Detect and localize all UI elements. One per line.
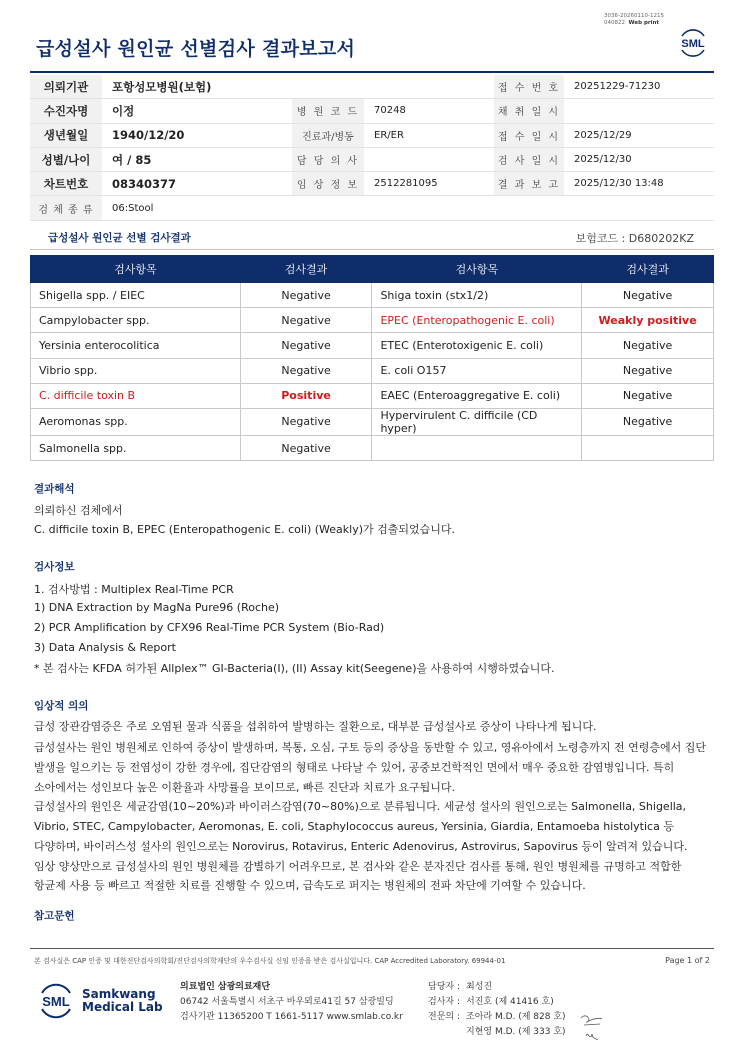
label-dob: 생년월일 <box>30 123 102 147</box>
insurance-code: 보험코드 : D680202KZ <box>575 232 694 245</box>
test-item: Yersinia enterocolitica <box>31 333 241 358</box>
clinical-line: 다양하며, 바이러스성 설사의 원인으로는 Norovirus, Rotavirus, Enteric Adenovirus, Astrovirus, Sapovirus 등이 알려져 있습니다. <box>34 840 688 853</box>
test-item: Vibrio spp. <box>31 358 241 383</box>
value-collected <box>564 99 714 123</box>
test-result: Negative <box>582 283 714 308</box>
sml-logo <box>676 26 710 60</box>
value-clinical: 2512281095 <box>364 172 494 196</box>
clinical-line: 임상 양상만으로 급성설사의 원인 병원체를 감별하기 어려우므로, 본 검사와 같은 분자진단 검사를 통해, 원인 병원체를 규명하고 적합한 <box>34 860 682 873</box>
staff-list <box>428 980 566 1040</box>
label-dept: 진료과/병동 <box>292 123 364 147</box>
test-info-line: 2) PCR Amplification by CFX96 Real-Time PCR System (Bio-Rad) <box>34 621 385 634</box>
label-receipt-no: 접 수 번 호 <box>494 75 564 99</box>
table-row <box>31 383 714 408</box>
clinical-line: 급성설사의 원인은 세균감염(10~20%)과 바이러스감염(70~80%)으로 분류됩니다. 세균성 설사의 원인으로는 Salmonella, Shigella, <box>34 800 687 813</box>
test-item: EAEC (Enteroaggregative E. coli) <box>372 383 582 408</box>
results-header-item-2: 검사항목 <box>372 256 582 283</box>
table-row <box>31 308 714 333</box>
test-item: Salmonella spp. <box>31 435 241 460</box>
test-result-positive: Positive <box>240 383 372 408</box>
interpretation-line: C. difficile toxin B, EPEC (Enteropathogenic E. coli) (Weakly)가 검출되었습니다. <box>34 523 456 536</box>
test-info-line: 1) DNA Extraction by MagNa Pure96 (Roche) <box>34 601 280 614</box>
organization-info <box>180 980 403 1025</box>
value-chart: 08340377 <box>102 172 292 196</box>
table-row <box>31 358 714 383</box>
accreditation-note: 본 검사실은 CAP 인증 및 대한진단검사의학회/진단검사의학재단의 우수검사실 신임 인증을 받은 검사실입니다. CAP Accredited Laboratory. 69944-01 <box>34 957 506 965</box>
staff-row: 검사자 : 서진호 (제 41416 호) <box>428 997 554 1007</box>
value-sex-age: 여 / 85 <box>102 147 292 171</box>
page-title: 급성설사 원인균 선별검사 결과보고서 <box>36 38 356 60</box>
interpretation-line: 의뢰하신 검체에서 <box>34 504 123 517</box>
signature-icon <box>578 1010 608 1046</box>
table-row <box>31 283 714 308</box>
clinical-line: 급성 장관감염증은 주로 오염된 물과 식품을 섭취하여 발병하는 질환으로, 대부분 급성설사로 증상이 나타나게 됩니다. <box>34 720 597 733</box>
results-header-result-1: 검사결과 <box>240 256 372 283</box>
test-result-weakly-positive: Weakly positive <box>582 308 714 333</box>
label-tested: 검 사 일 시 <box>494 147 564 171</box>
patient-info-table <box>30 75 714 221</box>
interpretation-title: 결과해석 <box>34 483 75 495</box>
label-specimen: 검 체 종 류 <box>30 196 102 220</box>
test-item: Campylobacter spp. <box>31 308 241 333</box>
table-row <box>31 333 714 358</box>
test-result: Negative <box>240 435 372 460</box>
label-institution: 의뢰기관 <box>30 75 102 99</box>
svg-text:SML: SML <box>681 38 705 50</box>
label-hospital-code: 병 원 코 드 <box>292 99 364 123</box>
clinical-line: 항균제 사용 등 빠르고 적절한 치료를 진행할 수 있으며, 급속도로 퍼지는 병원체의 전파 차단에 기여할 수 있습니다. <box>34 879 586 892</box>
clinical-line: 발생을 일으키는 등 전염성이 강한 경우에, 집단감염의 형태로 나타날 수 있어, 공중보건학적인 면에서 매우 중요한 감염병입니다. 특히 <box>34 761 675 774</box>
value-dob: 1940/12/20 <box>102 123 292 147</box>
test-item: Shiga toxin (stx1/2) <box>372 283 582 308</box>
value-received: 2025/12/29 <box>564 123 714 147</box>
test-item <box>372 435 582 460</box>
label-received: 접 수 일 시 <box>494 123 564 147</box>
org-contact: 검사기관 11365200 T 1661-5117 www.smlab.co.kr <box>180 1012 403 1022</box>
value-reported: 2025/12/30 13:48 <box>564 172 714 196</box>
test-info-line: 3) Data Analysis & Report <box>34 641 176 654</box>
label-patient: 수진자명 <box>30 99 102 123</box>
results-header-item-1: 검사항목 <box>31 256 241 283</box>
test-info-title: 검사정보 <box>34 561 75 573</box>
results-divider <box>30 249 714 250</box>
value-tested: 2025/12/30 <box>564 147 714 171</box>
test-info-line: 1. 검사방법 : Multiplex Real-Time PCR <box>34 583 234 596</box>
test-result <box>582 435 714 460</box>
results-table <box>30 255 714 461</box>
test-result: Negative <box>240 358 372 383</box>
test-item: Hypervirulent C. difficile (CD hyper) <box>372 408 582 435</box>
test-item: Shigella spp. / EIEC <box>31 283 241 308</box>
references-title: 참고문헌 <box>34 910 75 922</box>
svg-text:SML: SML <box>42 994 70 1009</box>
value-specimen: 06:Stool <box>102 196 714 220</box>
test-item: E. coli O157 <box>372 358 582 383</box>
staff-row: 지현영 M.D. (제 333 호) <box>466 1027 566 1037</box>
org-name: 의료법인 삼광의료재단 <box>180 982 271 992</box>
header-divider <box>30 71 714 73</box>
results-header-result-2: 검사결과 <box>582 256 714 283</box>
org-address: 06742 서울특별시 서초구 바우뫼로41길 57 삼광빌딩 <box>180 997 394 1007</box>
test-info-line: * 본 검사는 KFDA 허가된 Allplex™ GI-Bacteria(I), (II) Assay kit(Seegene)을 사용하여 시행하였습니다. <box>34 662 555 675</box>
clinical-line: 급성설사는 원인 병원체로 인하여 증상이 발생하며, 복통, 오심, 구토 등의 증상을 동반할 수 있고, 영유아에서 노령층까지 전 연령층에서 집단 <box>34 741 706 754</box>
clinical-line: Vibrio, STEC, Campylobacter, Aeromonas, E. coli, Staphylococcus aureus, Yersinia, Giardia, Entamoeba histolytica 등 <box>34 820 674 833</box>
test-result: Negative <box>582 408 714 435</box>
staff-row: 담당자 : 최성진 <box>428 982 493 992</box>
label-doctor: 담 당 의 사 <box>292 147 364 171</box>
samkwang-logo <box>36 981 76 1021</box>
test-item: Aeromonas spp. <box>31 408 241 435</box>
test-result: Negative <box>582 333 714 358</box>
label-clinical: 임 상 정 보 <box>292 172 364 196</box>
value-doctor <box>364 147 494 171</box>
test-result: Negative <box>582 358 714 383</box>
table-row <box>31 435 714 460</box>
results-section-title: 급성설사 원인균 선별 검사결과 <box>48 232 191 244</box>
table-row <box>31 408 714 435</box>
document-code: 3036-20260110-1215 040822 Web print <box>604 13 664 26</box>
staff-row: 전문의 : 조아라 M.D. (제 828 호) <box>428 1012 566 1022</box>
label-sex-age: 성별/나이 <box>30 147 102 171</box>
value-institution: 포항성모병원(보험) <box>102 75 494 99</box>
test-result: Negative <box>240 283 372 308</box>
label-chart: 차트번호 <box>30 172 102 196</box>
label-collected: 채 취 일 시 <box>494 99 564 123</box>
test-result: Negative <box>240 408 372 435</box>
test-item-detected: C. difficile toxin B <box>31 383 241 408</box>
test-result: Negative <box>240 333 372 358</box>
test-item-detected: EPEC (Enteropathogenic E. coli) <box>372 308 582 333</box>
clinical-title: 임상적 의의 <box>34 700 89 712</box>
clinical-line: 소아에서는 성인보다 높은 이환율과 사망률을 보이므로, 빠른 진단과 치료가 요구됩니다. <box>34 781 455 794</box>
value-patient: 이정 <box>102 99 292 123</box>
value-dept: ER/ER <box>364 123 494 147</box>
brand-name: Samkwang Medical Lab <box>82 987 163 1014</box>
footer-divider <box>30 948 714 949</box>
test-result: Negative <box>582 383 714 408</box>
value-receipt-no: 20251229-71230 <box>564 75 714 99</box>
test-item: ETEC (Enterotoxigenic E. coli) <box>372 333 582 358</box>
test-result: Negative <box>240 308 372 333</box>
value-hospital-code: 70248 <box>364 99 494 123</box>
label-reported: 결 과 보 고 <box>494 172 564 196</box>
page-number: Page 1 of 2 <box>665 956 710 965</box>
